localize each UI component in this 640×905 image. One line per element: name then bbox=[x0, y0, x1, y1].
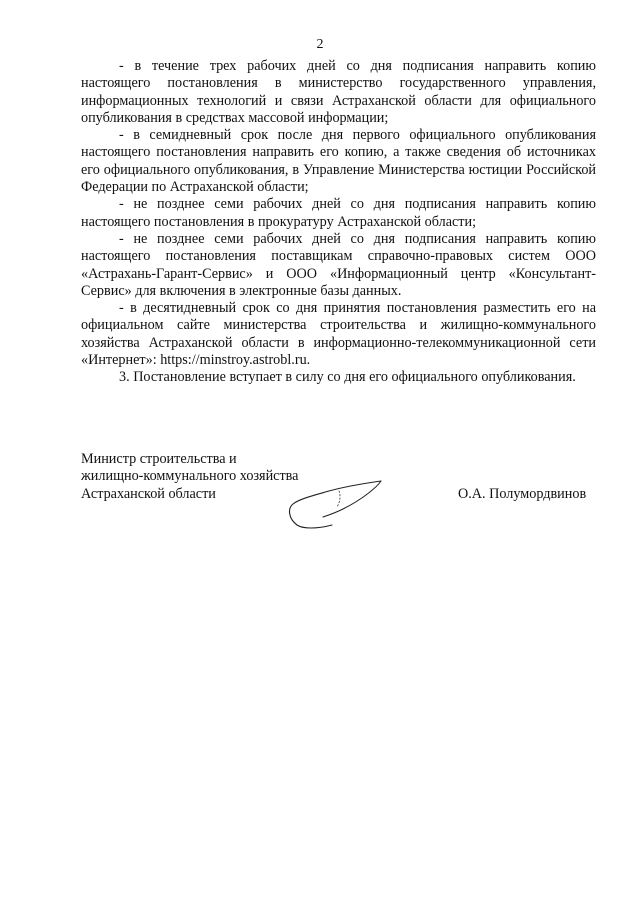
paragraph-copy-to-legal-systems: - не позднее семи рабочих дней со дня подписания направить копию настоящего постановления поставщикам справочно-правовых систем ООО «Астрахань-Гарант-Сервис» и ООО «Информационный центр «Консультант-Сервис» для включения в электронные базы данных. bbox=[81, 230, 596, 299]
signer-title-line: Астраханской области bbox=[81, 485, 216, 502]
paragraph-entry-into-force: 3. Постановление вступает в силу со дня его официального опубликования. bbox=[119, 369, 576, 386]
signer-name: О.А. Полумордвинов bbox=[458, 485, 587, 502]
page-number: 2 bbox=[316, 37, 324, 52]
signer-title-line: жилищно-коммунального хозяйства bbox=[81, 468, 299, 485]
paragraph-copy-to-prosecutor: - не позднее семи рабочих дней со дня подписания направить копию настоящего постановления в прокуратуру Астраханской области; bbox=[81, 196, 596, 230]
document-body bbox=[81, 58, 596, 387]
signer-title-line: Министр строительства и bbox=[81, 451, 237, 467]
handwritten-signature bbox=[277, 469, 407, 531]
paragraph-publish-on-website: - в десятидневный срок со дня принятия постановления разместить его на официальном сайте министерства строительства и жилищно-коммунального хозяйства Астраханской области в информационно-телекоммуникационной сети «Интернет»: https://minstroy.astrobl.ru. bbox=[81, 300, 596, 369]
paragraph-copy-to-justice: - в семидневный срок после дня первого официального опубликования настоящего постановления направить его копию, а также сведения об источниках его официального опубликования, в Управление Министерства юстиции Российской Федерации по Астраханской области; bbox=[81, 127, 596, 196]
paragraph-copy-to-ministry: - в течение трех рабочих дней со дня подписания направить копию настоящего постановления в министерство государственного управления, информационных технологий и связи Астраханской области для официального опубликования в средствах массовой информации; bbox=[81, 58, 596, 126]
signature-block bbox=[81, 451, 596, 503]
